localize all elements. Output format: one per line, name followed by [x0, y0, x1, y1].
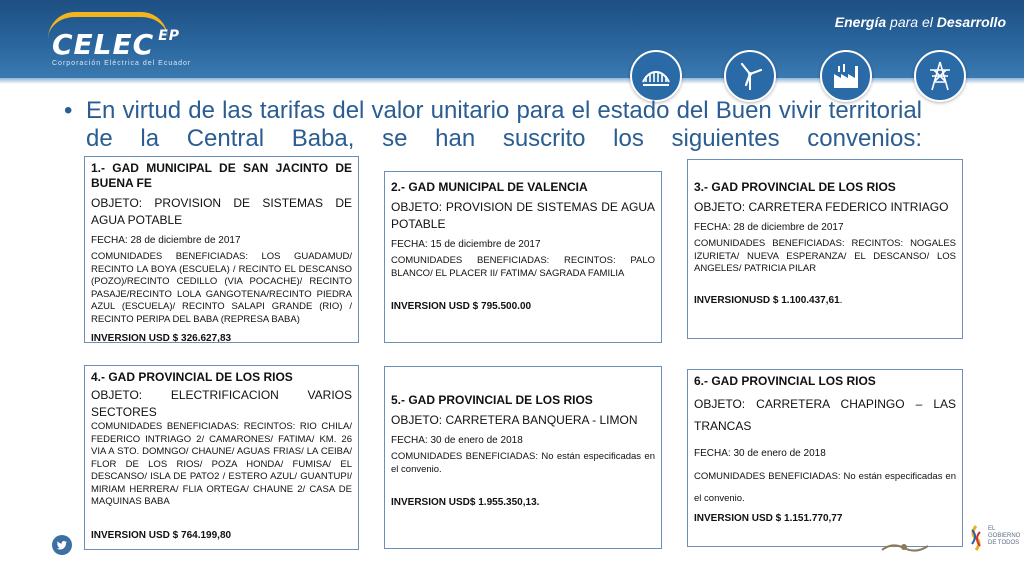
- gobierno-text: EL GOBIERNO DE TODOS: [988, 526, 1021, 546]
- power-tower-icon: [914, 50, 966, 102]
- agreement-object: OBJETO: ELECTRIFICACION VARIOS SECTORES: [91, 388, 352, 419]
- agreement-date: FECHA: 30 de enero de 2018: [694, 448, 826, 459]
- agreement-object: OBJETO: CARRETERA FEDERICO INTRIAGO: [694, 200, 949, 214]
- agreement-heading: 5.- GAD PROVINCIAL DE LOS RIOS: [391, 393, 593, 407]
- agreement-object: OBJETO: CARRETERA CHAPINGO – LAS TRANCAS: [694, 397, 956, 433]
- twitter-icon[interactable]: [52, 535, 72, 555]
- agreement-heading: 3.- GAD PROVINCIAL DE LOS RIOS: [694, 180, 896, 194]
- water-dam-icon: [630, 50, 682, 102]
- title-text: En virtud de las tarifas del valor unitario para el estado del Buen vivir territorial de la Central Baba, se han suscrito los siguientes convenios:: [86, 97, 922, 152]
- factory-icon: [820, 50, 872, 102]
- agreement-heading: 2.- GAD MUNICIPAL DE VALENCIA: [391, 180, 588, 194]
- decorative-seal-icon: [880, 540, 930, 554]
- agreement-communities: COMUNIDADES BENEFICIADAS: No están especificadas en el convenio.: [694, 471, 956, 504]
- title-bullet: •: [64, 97, 73, 124]
- agreement-heading: 1.- GAD MUNICIPAL DE SAN JACINTO DE BUENA FE: [91, 161, 352, 190]
- agreement-investment: INVERSION USD $ 795.500.00: [391, 301, 532, 312]
- agreement-communities: COMUNIDADES BENEFICIADAS: No están especificadas en el convenio.: [391, 451, 655, 475]
- agreement-box-2: [384, 171, 662, 343]
- agreement-box-4: [84, 365, 359, 550]
- agreement-box-1: [84, 156, 359, 343]
- logo-subtitle: Corporación Eléctrica del Ecuador: [52, 60, 192, 67]
- sector-icon-row: [630, 50, 970, 100]
- gobierno-logo: [968, 518, 1021, 562]
- agreement-heading: 4.- GAD PROVINCIAL DE LOS RIOS: [91, 370, 293, 384]
- agreement-investment: INVERSION USD$ 1.955.350,13.: [391, 497, 540, 508]
- agreement-investment: INVERSION USD $ 1.151.770,77: [694, 513, 843, 524]
- logo-ep: EP: [158, 28, 181, 44]
- agreement-communities: COMUNIDADES BENEFICIADAS: RECINTOS: RIO CHILA/ FEDERICO INTRIAGO 2/ CAMARONES/ FATIMA/ KM. 26 VIA A STO. DOMNGO/ CHAUNE/ AGUAS FRIAS/ LA CEIBA/ FLOR DE LOS RIOS/ POZA HONDA/ FUMISA/ EL DESCANSO/ ISLA DE PATO2 / ESTERO AZUL/ GUANTUPI/ MIRIAM HERRERA/ FLIA ORTEGA/ CHAUNE 2/ CASA DE MAQUINAS BABA: [91, 421, 352, 507]
- slogan: Energía para el Desarrollo: [834, 14, 1006, 30]
- agreement-date: FECHA: 15 de diciembre de 2017: [391, 239, 541, 250]
- agreement-communities: COMUNIDADES BENEFICIADAS: RECINTOS: NOGALES IZURIETA/ NUEVA ESPERANZA/ EL DESCANSO/ LOS ANGELES/ PATRICIA PILAR: [694, 238, 956, 274]
- agreement-object: OBJETO: PROVISION DE SISTEMAS DE AGUA POTABLE: [391, 200, 655, 231]
- agreement-date: FECHA: 28 de diciembre de 2017: [694, 222, 844, 233]
- logo-text: CELEC $^{EP}$: [52, 28, 181, 61]
- agreement-communities: COMUNIDADES BENEFICIADAS: RECINTOS: PALO BLANCO/ EL PLACER II/ FATIMA/ SAGRADA FAMILIA: [391, 255, 655, 279]
- slide-title: [64, 97, 922, 153]
- agreement-date: FECHA: 30 de enero de 2018: [391, 435, 523, 446]
- agreement-communities: COMUNIDADES BENEFICIADAS: LOS GUADAMUD/ RECINTO LA BOYA (ESCUELA) / RECINTO EL DESCANSO (POZO)/RECINTO CEDILLO (VIA POCACHE)/ RECINTO PASAJE/RECINTO LOLA GANGOTENA/RECINTO PIEDRA AZUL (ESCUELA)/ RECINTO SALAPI GRANDE (RIO) / RECINTO PERIPA DEL BABA (REPRESA BABA): [91, 251, 352, 325]
- agreement-investment: INVERSIONUSD $ 1.100.437,61.: [694, 294, 843, 306]
- agreement-box-3: [687, 159, 963, 339]
- agreement-date: FECHA: 28 de diciembre de 2017: [91, 235, 241, 246]
- agreement-heading: 6.- GAD PROVINCIAL LOS RIOS: [694, 374, 876, 388]
- agreement-box-5: [384, 366, 662, 549]
- agreement-investment: INVERSION USD $ 326.627,83: [91, 333, 232, 343]
- gobierno-mark-icon: [968, 524, 984, 552]
- celec-logo[interactable]: [48, 12, 218, 67]
- wind-turbine-icon: [724, 50, 776, 102]
- agreement-box-6: [687, 369, 963, 547]
- agreement-object: OBJETO: PROVISION DE SISTEMAS DE AGUA POTABLE: [91, 196, 352, 227]
- agreement-object: OBJETO: CARRETERA BANQUERA - LIMON: [391, 413, 638, 427]
- agreement-investment: INVERSION USD $ 764.199,80: [91, 529, 232, 541]
